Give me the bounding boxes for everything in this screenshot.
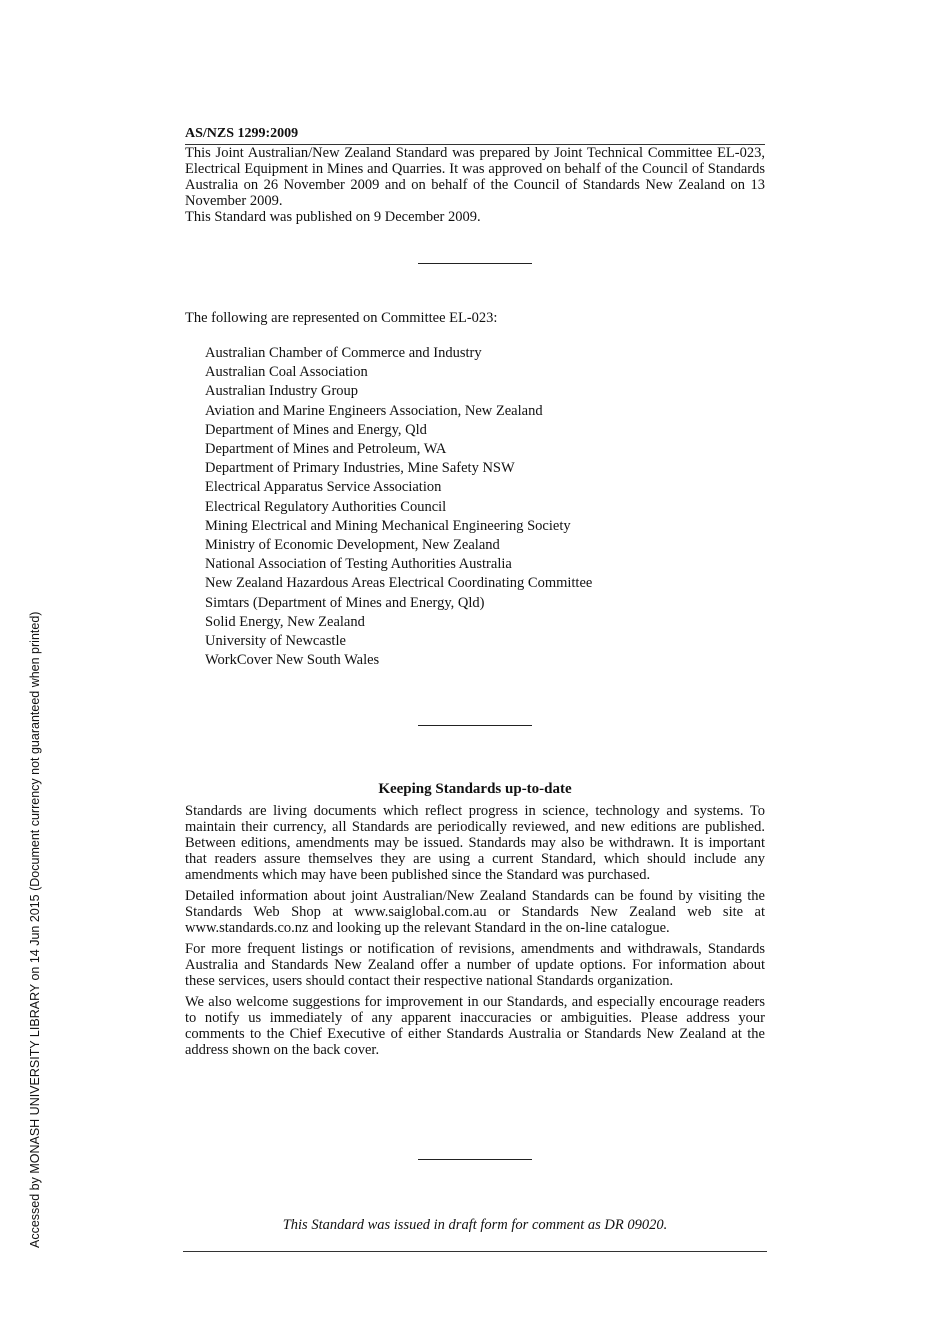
committee-member: Aviation and Marine Engineers Association, New Zealand [205, 402, 543, 419]
access-watermark: Accessed by MONASH UNIVERSITY LIBRARY on 14 Jun 2015 (Document currency not guaranteed when printed) [28, 611, 42, 1248]
committee-member: Electrical Apparatus Service Association [205, 479, 442, 496]
preparation-paragraph: This Joint Australian/New Zealand Standard was prepared by Joint Technical Committee EL-023, Electrical Equipment in Mines and Quarries. It was approved on behalf of the Council of Standards Australia on 26 November 2009 and on behalf of the Council of Standards New Zealand on 13 November 2009. [185, 145, 765, 209]
committee-member: WorkCover New South Wales [205, 652, 380, 669]
section-divider [418, 725, 532, 726]
keeping-paragraph: Detailed information about joint Australian/New Zealand Standards can be found by visiting the Standards Web Shop at www.saiglobal.com.au or Standards New Zealand web site at www.standards.co.nz and looking up the relevant Standard in the on-line catalogue. [185, 888, 765, 936]
committee-member: Simtars (Department of Mines and Energy, Qld) [205, 594, 485, 611]
committee-member: Solid Energy, New Zealand [205, 613, 365, 630]
committee-member: National Association of Testing Authorities Australia [205, 556, 512, 573]
committee-member: Department of Mines and Petroleum, WA [205, 441, 447, 458]
standard-id: AS/NZS 1299:2009 [185, 126, 299, 141]
committee-member: Department of Mines and Energy, Qld [205, 421, 427, 438]
footer-rule [183, 1251, 767, 1252]
draft-note: This Standard was issued in draft form for comment as DR 09020. [282, 1217, 668, 1233]
keeping-paragraph: For more frequent listings or notification of revisions, amendments and withdrawals, Standards Australia and Standards New Zealand offer a number of update options. For information about these services, users should contact their respective national Standards organization. [185, 941, 765, 989]
section-divider [418, 1159, 532, 1160]
keeping-paragraph: Standards are living documents which reflect progress in science, technology and systems. To maintain their currency, all Standards are periodically reviewed, and new editions are published. Between editions, amendments may be issued. Standards may also be withdrawn. It is important that readers assure themselves they are using a current Standard, which should include any amendments which may have been published since the Standard was purchased. [185, 803, 765, 883]
keeping-paragraph: We also welcome suggestions for improvement in our Standards, and especially encourage readers to notify us immediately of any apparent inaccuracies or ambiguities. Please address your comments to the Chief Executive of either Standards Australia or Standards New Zealand at the address shown on the back cover. [185, 994, 765, 1058]
preparation-section [185, 145, 765, 225]
keeping-standards-body [185, 803, 765, 1063]
committee-intro: The following are represented on Committee EL-023: [185, 310, 498, 326]
section-divider [418, 263, 532, 264]
committee-member: University of Newcastle [205, 633, 346, 650]
committee-member: New Zealand Hazardous Areas Electrical Coordinating Committee [205, 575, 593, 592]
committee-member: Mining Electrical and Mining Mechanical Engineering Society [205, 517, 571, 534]
committee-member: Electrical Regulatory Authorities Council [205, 498, 447, 515]
committee-member: Australian Coal Association [205, 364, 368, 381]
committee-member: Ministry of Economic Development, New Zealand [205, 537, 500, 554]
committee-member: Australian Chamber of Commerce and Industry [205, 345, 482, 361]
keeping-standards-heading: Keeping Standards up-to-date [378, 781, 572, 797]
committee-member: Australian Industry Group [205, 383, 359, 400]
publication-date: This Standard was published on 9 December 2009. [185, 209, 481, 225]
committee-member-list [205, 344, 592, 670]
committee-member: Department of Primary Industries, Mine Safety NSW [205, 460, 515, 477]
